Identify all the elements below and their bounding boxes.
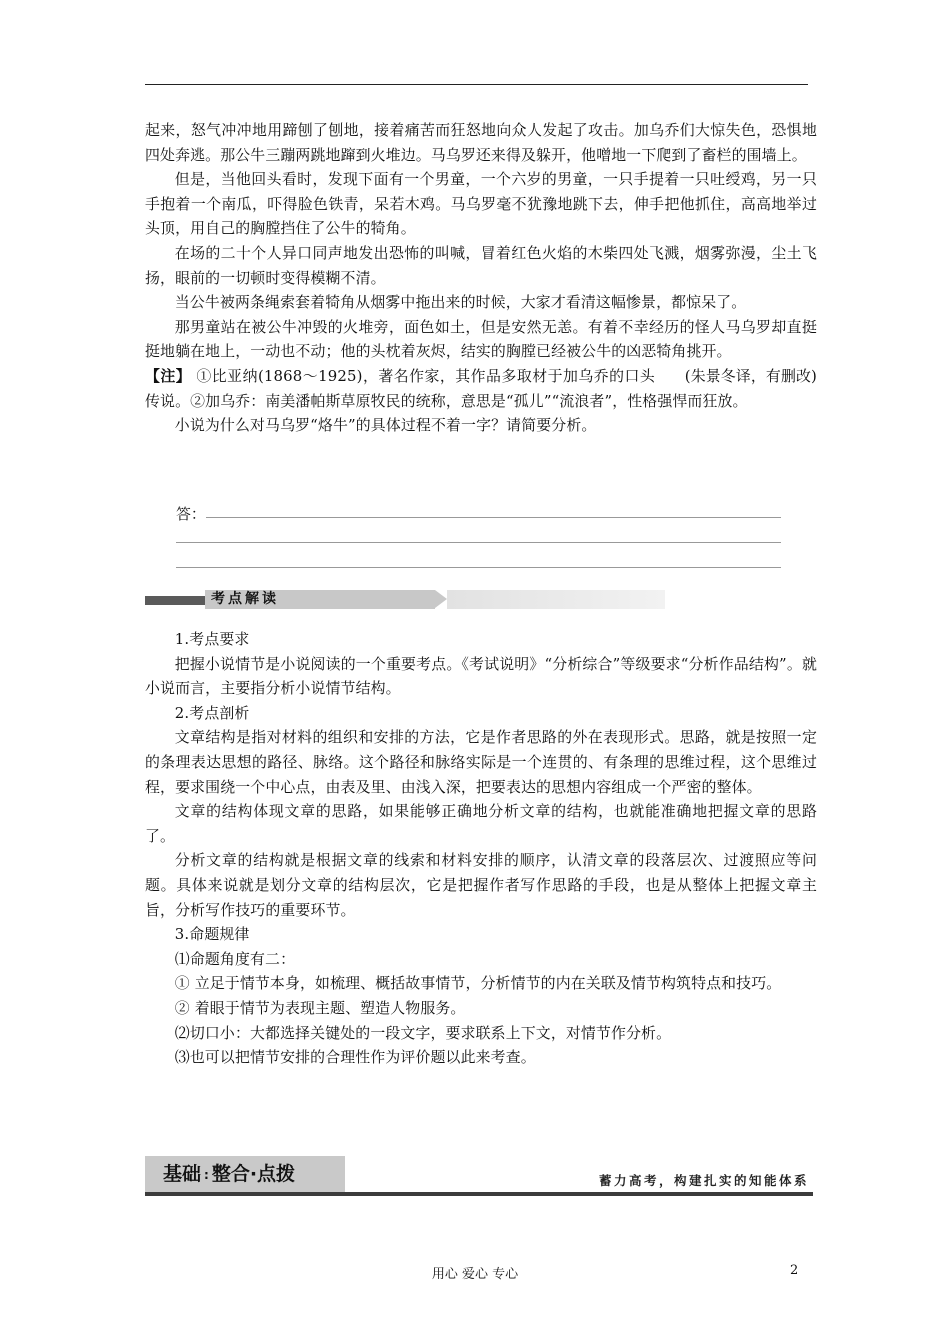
kaodian-heading-3: 3.命题规律: [174, 925, 250, 944]
header-bar-dark-block: [145, 596, 205, 605]
section-title: [163, 1156, 295, 1193]
question-text: 小说为什么对马乌罗“烙牛”的具体过程不着一字？请简要分析。: [174, 416, 597, 435]
note-text: ①比亚纳(1868～1925)，著名作家，其作品多取材于加乌乔的口头传说。②加乌乔：南美潘帕斯草原牧民的统称，意思是“孤儿”“流浪者”，性格强悍而狂放。: [145, 366, 748, 410]
story-paragraph-5: [145, 315, 817, 385]
answer-line-3[interactable]: [176, 567, 781, 568]
answer-line-1[interactable]: [206, 517, 781, 518]
kaodian-heading-2: 2.考点剖析: [174, 703, 250, 722]
section-title-separator: :: [204, 1168, 209, 1182]
story-paragraph-4: 当公牛被两条绳索套着犄角从烟雾中拖出来的时候，大家才看清这幅惨景，都惊呆了。: [174, 293, 747, 312]
answer-line-2[interactable]: [176, 542, 781, 543]
note-tag: 【注】: [145, 366, 192, 385]
kaodian-paragraph: 分析文章的结构就是根据文章的线索和材料安排的顺序，认清文章的段落层次、过渡照应等问题。具体来说就是划分文章的结构层次，它是把握作者写作思路的手段，也是从整体上把握文章主旨，分析写作技巧的重要环节。: [145, 851, 817, 919]
story-paragraph-1: 起来，怒气冲冲地用蹄刨了刨地，接着痛苦而狂怒地向众人发起了攻击。加乌乔们大惊失色，恐惧地四处奔逃。那公牛三蹦两跳地蹿到火堆边。马乌罗还来得及躲开，他噌地一下爬到了畜栏的围墙上。: [145, 121, 817, 164]
story-excerpt: [145, 118, 817, 438]
page-number: 2: [790, 1263, 799, 1278]
kaodian-paragraph: ⑴命题角度有二：: [174, 949, 296, 968]
kaodian-paragraph: ⑵切口小：大都选择关键处的一段文字，要求联系上下文，对情节作分析。: [174, 1023, 672, 1042]
section-banner: [145, 1156, 813, 1196]
kaodian-paragraph: ② 着眼于情节为表现主题、塑造人物服务。: [174, 998, 466, 1017]
header-rule: [145, 84, 808, 85]
page-footer: 用心 爱心 专心: [431, 1267, 519, 1282]
header-bar-fade: [447, 590, 665, 609]
kaodian-paragraph: ① 立足于情节本身，如梳理、概括故事情节，分析情节的内在关联及情节构筑特点和技巧。: [174, 974, 782, 993]
translation-source: (朱景冬译，有删改): [684, 366, 817, 385]
kaodian-content: [145, 627, 817, 1070]
story-paragraph-2: 但是，当他回头看时，发现下面有一个男童，一个六岁的男童，一只手提着一只吐绶鸡，另一只手抱着一个南瓜，吓得脸色铁青，呆若木鸡。马乌罗毫不犹豫地跳下去，伸手把他抓住，高高地举过头顶，用自己的胸膛挡住了公牛的犄角。: [145, 170, 817, 238]
kaodian-paragraph: 文章的结构体现文章的思路，如果能够正确地分析文章的结构，也就能准确地把握文章的思路了。: [145, 802, 817, 845]
section-tagline: 蓄力高考，构建扎实的知能体系: [598, 1173, 809, 1188]
kaodian-paragraph: ⑶也可以把情节安排的合理性作为评价题以此来考查。: [174, 1048, 536, 1067]
kaodian-title: 考点解读: [211, 591, 279, 607]
kaodian-paragraph: 文章结构是指对材料的组织和安排的方法，它是作者思路的外在表现形式。思路，就是按照一定的条理表达思想的路径、脉络。这个路径和脉络实际是一个连贯的、有条理的思维过程，这个思维过程，要求围绕一个中心点，由表及里、由浅入深，把要表达的思想内容组成一个严密的整体。: [145, 728, 817, 796]
kaodian-paragraph: 把握小说情节是小说阅读的一个重要考点。《考试说明》“分析综合”等级要求“分析作品结构”。就小说而言，主要指分析小说情节结构。: [145, 654, 817, 698]
section-title-left: 基础: [163, 1163, 202, 1185]
answer-label: 答：: [176, 505, 206, 523]
story-paragraph-3: 在场的二十个人异口同声地发出恐怖的叫喊，冒着红色火焰的木柴四处飞溅，烟雾弥漫，尘土飞扬，眼前的一切顿时变得模糊不清。: [145, 243, 817, 287]
section-title-right: 整合·点拨: [211, 1163, 296, 1185]
story-paragraph-5-text: 那男童站在被公牛冲毁的火堆旁，面色如土，但是安然无恙。有着不幸经历的怪人马乌罗却直挺挺地躺在地上，一动也不动；他的头枕着灰烬，结实的胸膛已经被公牛的凶恶犄角挑开。: [145, 317, 817, 361]
kaodian-heading-1: 1.考点要求: [174, 630, 250, 648]
kaodian-header-bar: [145, 590, 520, 609]
header-arrow-icon: [435, 590, 447, 608]
